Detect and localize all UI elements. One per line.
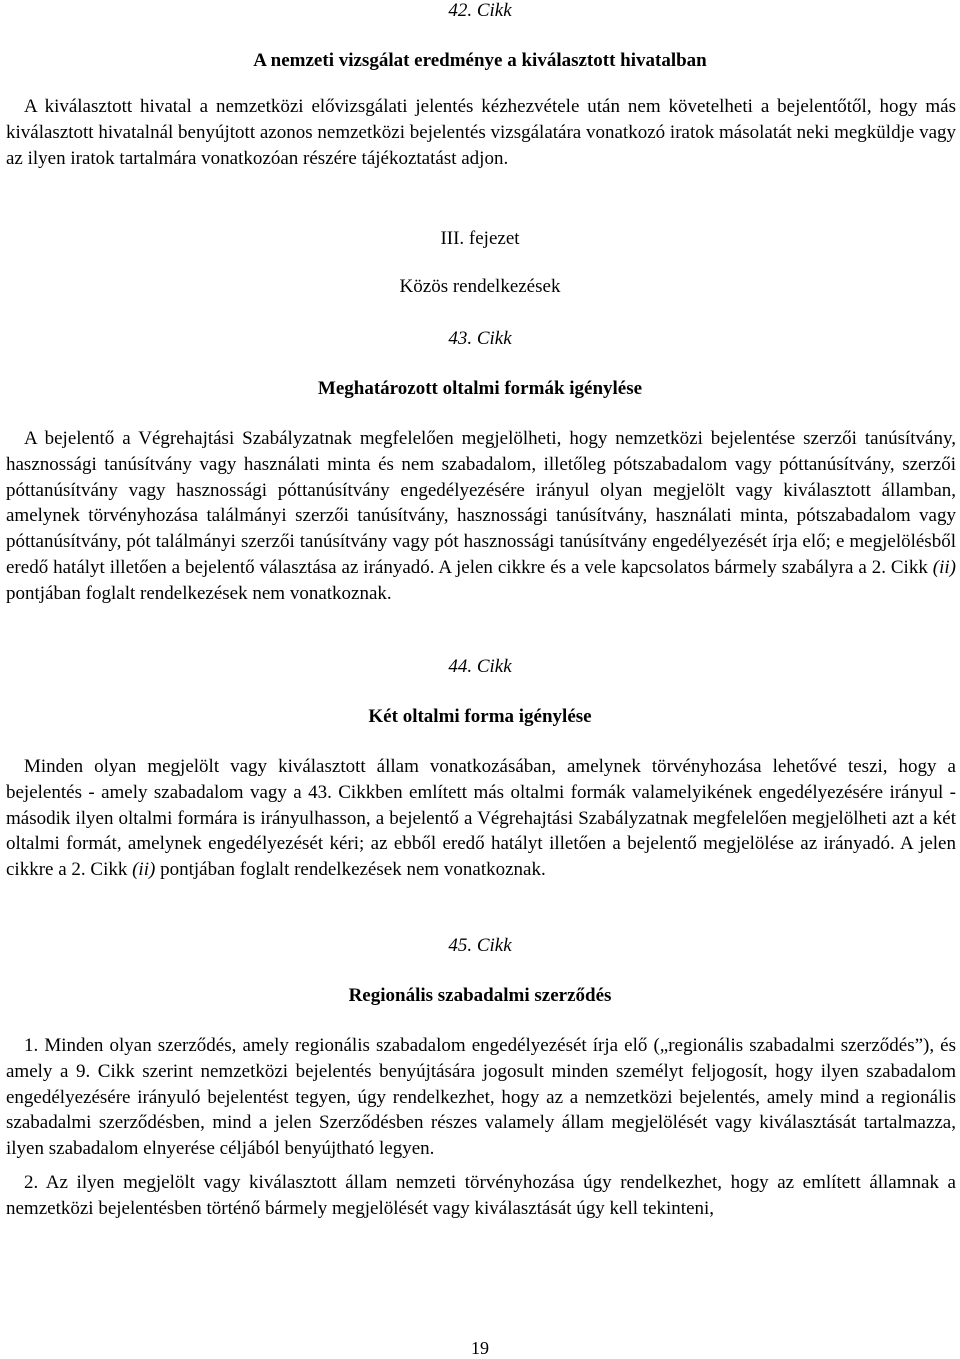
article-body	[6, 426, 956, 607]
page-number: 19	[471, 1338, 489, 1358]
body-text: pontjában foglalt rendelkezések nem vonatkoznak.	[6, 582, 392, 604]
chapter-heading	[0, 226, 960, 300]
article-title: Regionális szabadalmi szerződés	[348, 985, 612, 1006]
body-text: Minden olyan megjelölt vagy kiválasztott állam vonatkozásában, amelynek törvényhozása lehetővé teszi, hogy a bejelentés - amely szabadalom vagy a 43. Cikkben említett más oltalmi formák valamelyikének engedélyezésére irányul - második ilyen oltalmi formára is irányulhasson, a bejelentő a Végrehajtási Szabályzatnak megfelelően megjelölheti azt a két oltalmi formát, amelynek engedélyezését kéri; az ebből eredő hatályt illetően a bejelentő megjelölése az irányadó. A jelen cikkre a 2. Cikk	[6, 756, 956, 881]
article-title: Két oltalmi forma igénylése	[368, 706, 592, 727]
article-number: 42. Cikk	[448, 0, 512, 21]
chapter-title: Közös rendelkezések	[399, 276, 561, 297]
article-43	[0, 326, 960, 607]
body-text: A bejelentő a Végrehajtási Szabályzatnak megfelelően megjelölheti, hogy nemzetközi bejelentése szerzői tanúsítvány, hasznossági tanúsítvány vagy használati minta és nem szabadalom, illetőleg pótszabadalom vagy póttanúsítvány, szerzői póttanúsítvány vagy hasznossági póttanúsítvány engedélyezésére irányul olyan megjelölt vagy kiválasztott államban, amelynek törvényhozása találmányi szerzői tanúsítvány, hasznossági tanúsítvány, használati minta, pótszabadalom vagy póttanúsítvány, pót találmányi szerzői tanúsítvány vagy pót hasznossági tanúsítvány engedélyezését írja elő; e megjelölésből eredő hatályt illetően a bejelentő választása az irányadó. A jelen cikkre és a vele kapcsolatos bármely szabályra a 2. Cikk	[6, 428, 956, 578]
article-title: A nemzeti vizsgálat eredménye a kiválasztott hivatalban	[253, 50, 707, 71]
chapter-number: III. fejezet	[440, 228, 520, 249]
body-text: pontjában foglalt rendelkezések nem vonatkoznak.	[155, 859, 546, 881]
article-paragraph-2: 2. Az ilyen megjelölt vagy kiválasztott állam nemzeti törvényhozása úgy rendelkezhet, hogy az említett államnak a nemzetközi bejelentésben történő bármely megjelölését vagy kiválasztását úgy kell tekinteni,	[6, 1171, 956, 1219]
article-paragraph-1: 1. Minden olyan szerződés, amely regionális szabadalom engedélyezését írja elő („regionális szabadalmi szerződés”), és amely a 9. Cikk szerint nemzetközi bejelentés benyújtására jogosult minden személyt feljogosít, hogy ilyen szabadalom engedélyezésére irányuló bejelentést tegyen, úgy rendelkezhet, hogy az a nemzetközi bejelentés, amely mind a regionális szabadalmi szerződésben, mind a jelen Szerződésben részes valamely állam megjelölését vagy kiválasztását tartalmazza, ilyen szabadalom elnyerése céljából benyújtható legyen.	[6, 1035, 956, 1160]
body-italic-ref: (ii)	[132, 859, 156, 881]
body-italic-ref: (ii)	[932, 556, 956, 578]
article-44	[0, 654, 960, 883]
article-number: 45. Cikk	[448, 935, 512, 956]
article-45	[0, 933, 960, 1222]
article-42	[0, 0, 960, 171]
article-body	[6, 754, 956, 883]
article-number: 44. Cikk	[448, 656, 512, 677]
article-number: 43. Cikk	[448, 328, 512, 349]
article-body: A kiválasztott hivatal a nemzetközi elővizsgálati jelentés kézhezvétele után nem követelheti a bejelentőtől, hogy más kiválasztott hivatalnál benyújtott azonos nemzetközi bejelentés vizsgálatára vonatkozó iratok másolatát neki megküldje vagy az ilyen iratok tartalmára vonatkozóan részére tájékoztatást adjon.	[6, 96, 956, 169]
article-title: Meghatározott oltalmi formák igénylése	[317, 378, 643, 399]
